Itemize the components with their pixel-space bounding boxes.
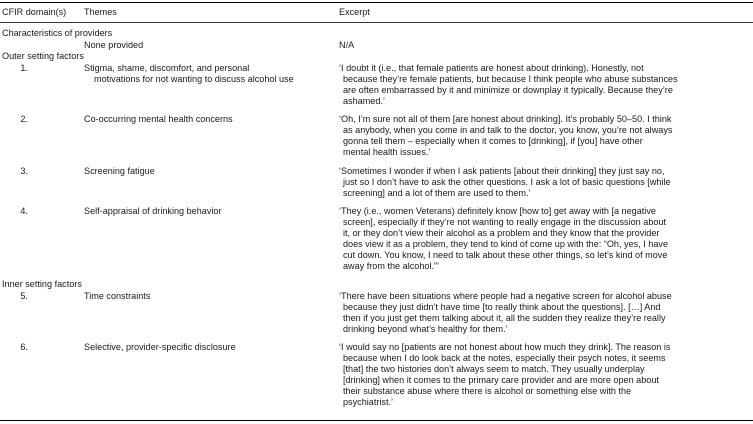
header-cfir-domain: CFIR domain(s) (2, 7, 67, 17)
section-title-inner-setting: Inner setting factors (2, 279, 82, 289)
row-number: 6. (20, 342, 28, 352)
row-excerpt-line: screening] and a lot of them are used to them.’ (343, 188, 531, 198)
row-excerpt-line: ashamed.’ (343, 96, 385, 106)
row-number: 4. (20, 206, 28, 216)
row-excerpt-line: psychiatrist.’ (343, 397, 394, 407)
row-excerpt-line: mental health issues.’ (343, 147, 431, 157)
row-excerpt-line: because they just didn’t have time [to really think about the questions]. […] And (343, 302, 661, 312)
row-excerpt-line: their substance abuse where there is alcohol or something else with the (343, 386, 632, 396)
row-excerpt-line: as anybody, when you come in and talk to the doctor, you know, you’re not always (343, 125, 673, 135)
row-excerpt-line: because when I do look back at the notes, especially their psych notes, it seems (343, 353, 666, 363)
row-excerpt-line: [drinking] when it comes to the primary care provider and are more open about (343, 375, 659, 385)
row-number: 3. (20, 166, 28, 176)
row-excerpt-line: does view it as a problem, they tend to kind of come up with the: “Oh, yes, I have (343, 239, 669, 249)
row-theme-line: Screening fatigue (84, 166, 155, 176)
table-top-rule (0, 2, 753, 3)
row-excerpt-line: ‘I doubt it (i.e., that female patients are honest about drinking). Honestly, not (339, 63, 644, 73)
row-number: 1. (20, 63, 28, 73)
row-excerpt-line: screen], especially if they’re not wanting to really engage in the discussion about (343, 217, 667, 227)
row-excerpt-line: because they’re female patients, but because I think people who abuse substances (343, 74, 678, 84)
row-excerpt-line: then if you just get them talking about it, all the sudden they realize they’re really (343, 313, 666, 323)
row-excerpt-line: away from the alcohol.”’ (343, 261, 440, 271)
row-excerpt-none: N/A (339, 40, 355, 50)
row-excerpt-line: ‘I would say no [patients are not honest about how much they drink]. The reason is (339, 342, 671, 352)
row-excerpt-line: drinking beyond what’s healthy for them.’ (343, 324, 508, 334)
row-excerpt-line: ‘They (i.e., women Veterans) definitely know [how to] get away with [a negative (339, 206, 656, 216)
row-excerpt-line: [that] the two histories don’t always seem to match. They usually underplay (343, 364, 645, 374)
header-themes: Themes (84, 7, 117, 17)
row-excerpt-line: cut down. You know, I need to talk about these other things, so let’s kind of move (343, 250, 668, 260)
header-excerpt: Excerpt (339, 7, 370, 17)
row-excerpt-line: gonna tell them – especially when it comes to [drinking], if [you] have other (343, 136, 643, 146)
row-excerpt-line: ‘Oh, I’m sure not all of them [are honest about drinking]. It’s probably 50–50. I think (339, 114, 672, 124)
row-theme-line: Self-appraisal of drinking behavior (84, 206, 222, 216)
row-excerpt-line: it, or they don’t view their alcohol as a problem and they know that the provider (343, 228, 660, 238)
row-theme-line: Time constraints (84, 291, 151, 301)
table-bottom-rule (0, 420, 753, 421)
row-theme-line: Selective, provider-specific disclosure (84, 342, 236, 352)
row-theme-line: Co-occurring mental health concerns (84, 114, 233, 124)
row-excerpt-line: just so I don’t have to ask the other questions. I ask a lot of basic questions [while (343, 177, 671, 187)
row-theme-line: Stigma, shame, discomfort, and personal (84, 63, 250, 73)
row-excerpt-line: are often embarrassed by it and minimize or downplay it typically. Because they’re (343, 85, 673, 95)
row-excerpt-line: ‘Sometimes I wonder if when I ask patients [about their drinking] they just say no, (339, 166, 665, 176)
section-title-characteristics: Characteristics of providers (2, 28, 113, 38)
row-theme-line: motivations for not wanting to discuss alcohol use (94, 74, 294, 84)
header-rule (0, 22, 753, 23)
row-number: 5. (20, 291, 28, 301)
row-number: 2. (20, 114, 28, 124)
row-excerpt-line: ‘There have been situations where people had a negative screen for alcohol abuse (339, 291, 672, 301)
section-title-outer-setting: Outer setting factors (2, 51, 84, 61)
row-theme-none: None provided (84, 40, 144, 50)
